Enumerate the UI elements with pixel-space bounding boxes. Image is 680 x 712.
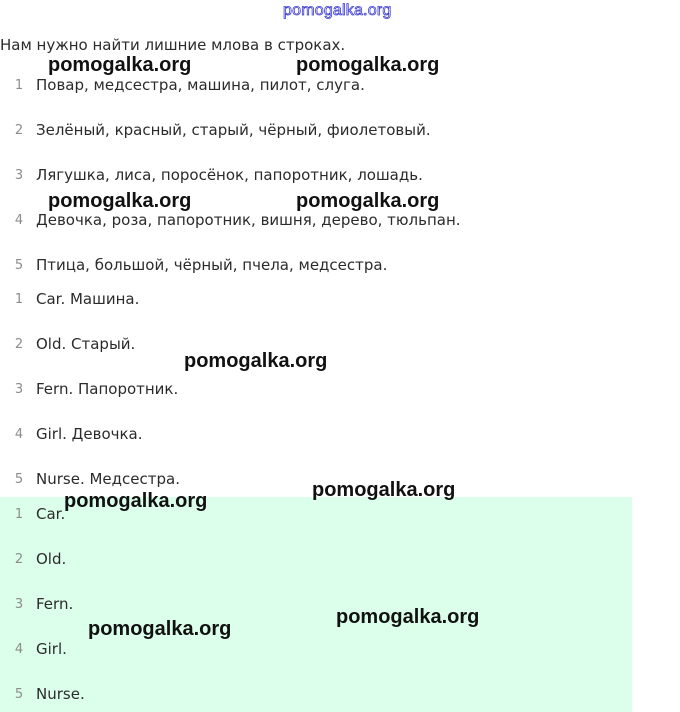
list-text: Car. Машина.	[36, 290, 140, 308]
list-number: 1	[14, 507, 24, 522]
intro-text: Нам нужно найти лишние млова в строках.	[0, 36, 346, 54]
list-number: 3	[14, 168, 24, 183]
list-number: 3	[14, 382, 24, 397]
answer-box	[0, 497, 632, 712]
list-text: Girl. Девочка.	[36, 425, 143, 443]
list-text: Old.	[36, 550, 67, 568]
site-logo[interactable]: pomogalka.org	[283, 2, 392, 19]
list-number: 4	[14, 642, 24, 657]
list-text: Nurse. Медсестра.	[36, 470, 180, 488]
list-text: Повар, медсестра, машина, пилот, слуга.	[36, 76, 365, 94]
list-number: 5	[14, 472, 24, 487]
list-text: Птица, большой, чёрный, пчела, медсестра.	[36, 256, 388, 274]
watermark: pomogalka.org	[296, 190, 440, 212]
list-number: 3	[14, 597, 24, 612]
list-number: 1	[14, 292, 24, 307]
list-number: 1	[14, 78, 24, 93]
watermark: pomogalka.org	[336, 606, 480, 628]
list-text: Зелёный, красный, старый, чёрный, фиолетовый.	[36, 121, 431, 139]
list-text: Old. Старый.	[36, 335, 136, 353]
watermark: pomogalka.org	[48, 190, 192, 212]
watermark: pomogalka.org	[48, 54, 192, 76]
list-text: Лягушка, лиса, поросёнок, папоротник, лошадь.	[36, 166, 423, 184]
watermark: pomogalka.org	[64, 490, 208, 512]
list-number: 4	[14, 427, 24, 442]
list-number: 4	[14, 213, 24, 228]
watermark: pomogalka.org	[312, 479, 456, 501]
list-text: Car.	[36, 505, 66, 523]
watermark: pomogalka.org	[184, 350, 328, 372]
list-number: 5	[14, 258, 24, 273]
list-number: 2	[14, 552, 24, 567]
list-text: Fern.	[36, 595, 74, 613]
list-text: Girl.	[36, 640, 67, 658]
list-number: 5	[14, 687, 24, 702]
list-text: Fern. Папоротник.	[36, 380, 179, 398]
list-number: 2	[14, 123, 24, 138]
list-text: Nurse.	[36, 685, 85, 703]
list-text: Девочка, роза, папоротник, вишня, дерево, тюльпан.	[36, 211, 461, 229]
watermark: pomogalka.org	[296, 54, 440, 76]
list-number: 2	[14, 337, 24, 352]
watermark: pomogalka.org	[88, 618, 232, 640]
